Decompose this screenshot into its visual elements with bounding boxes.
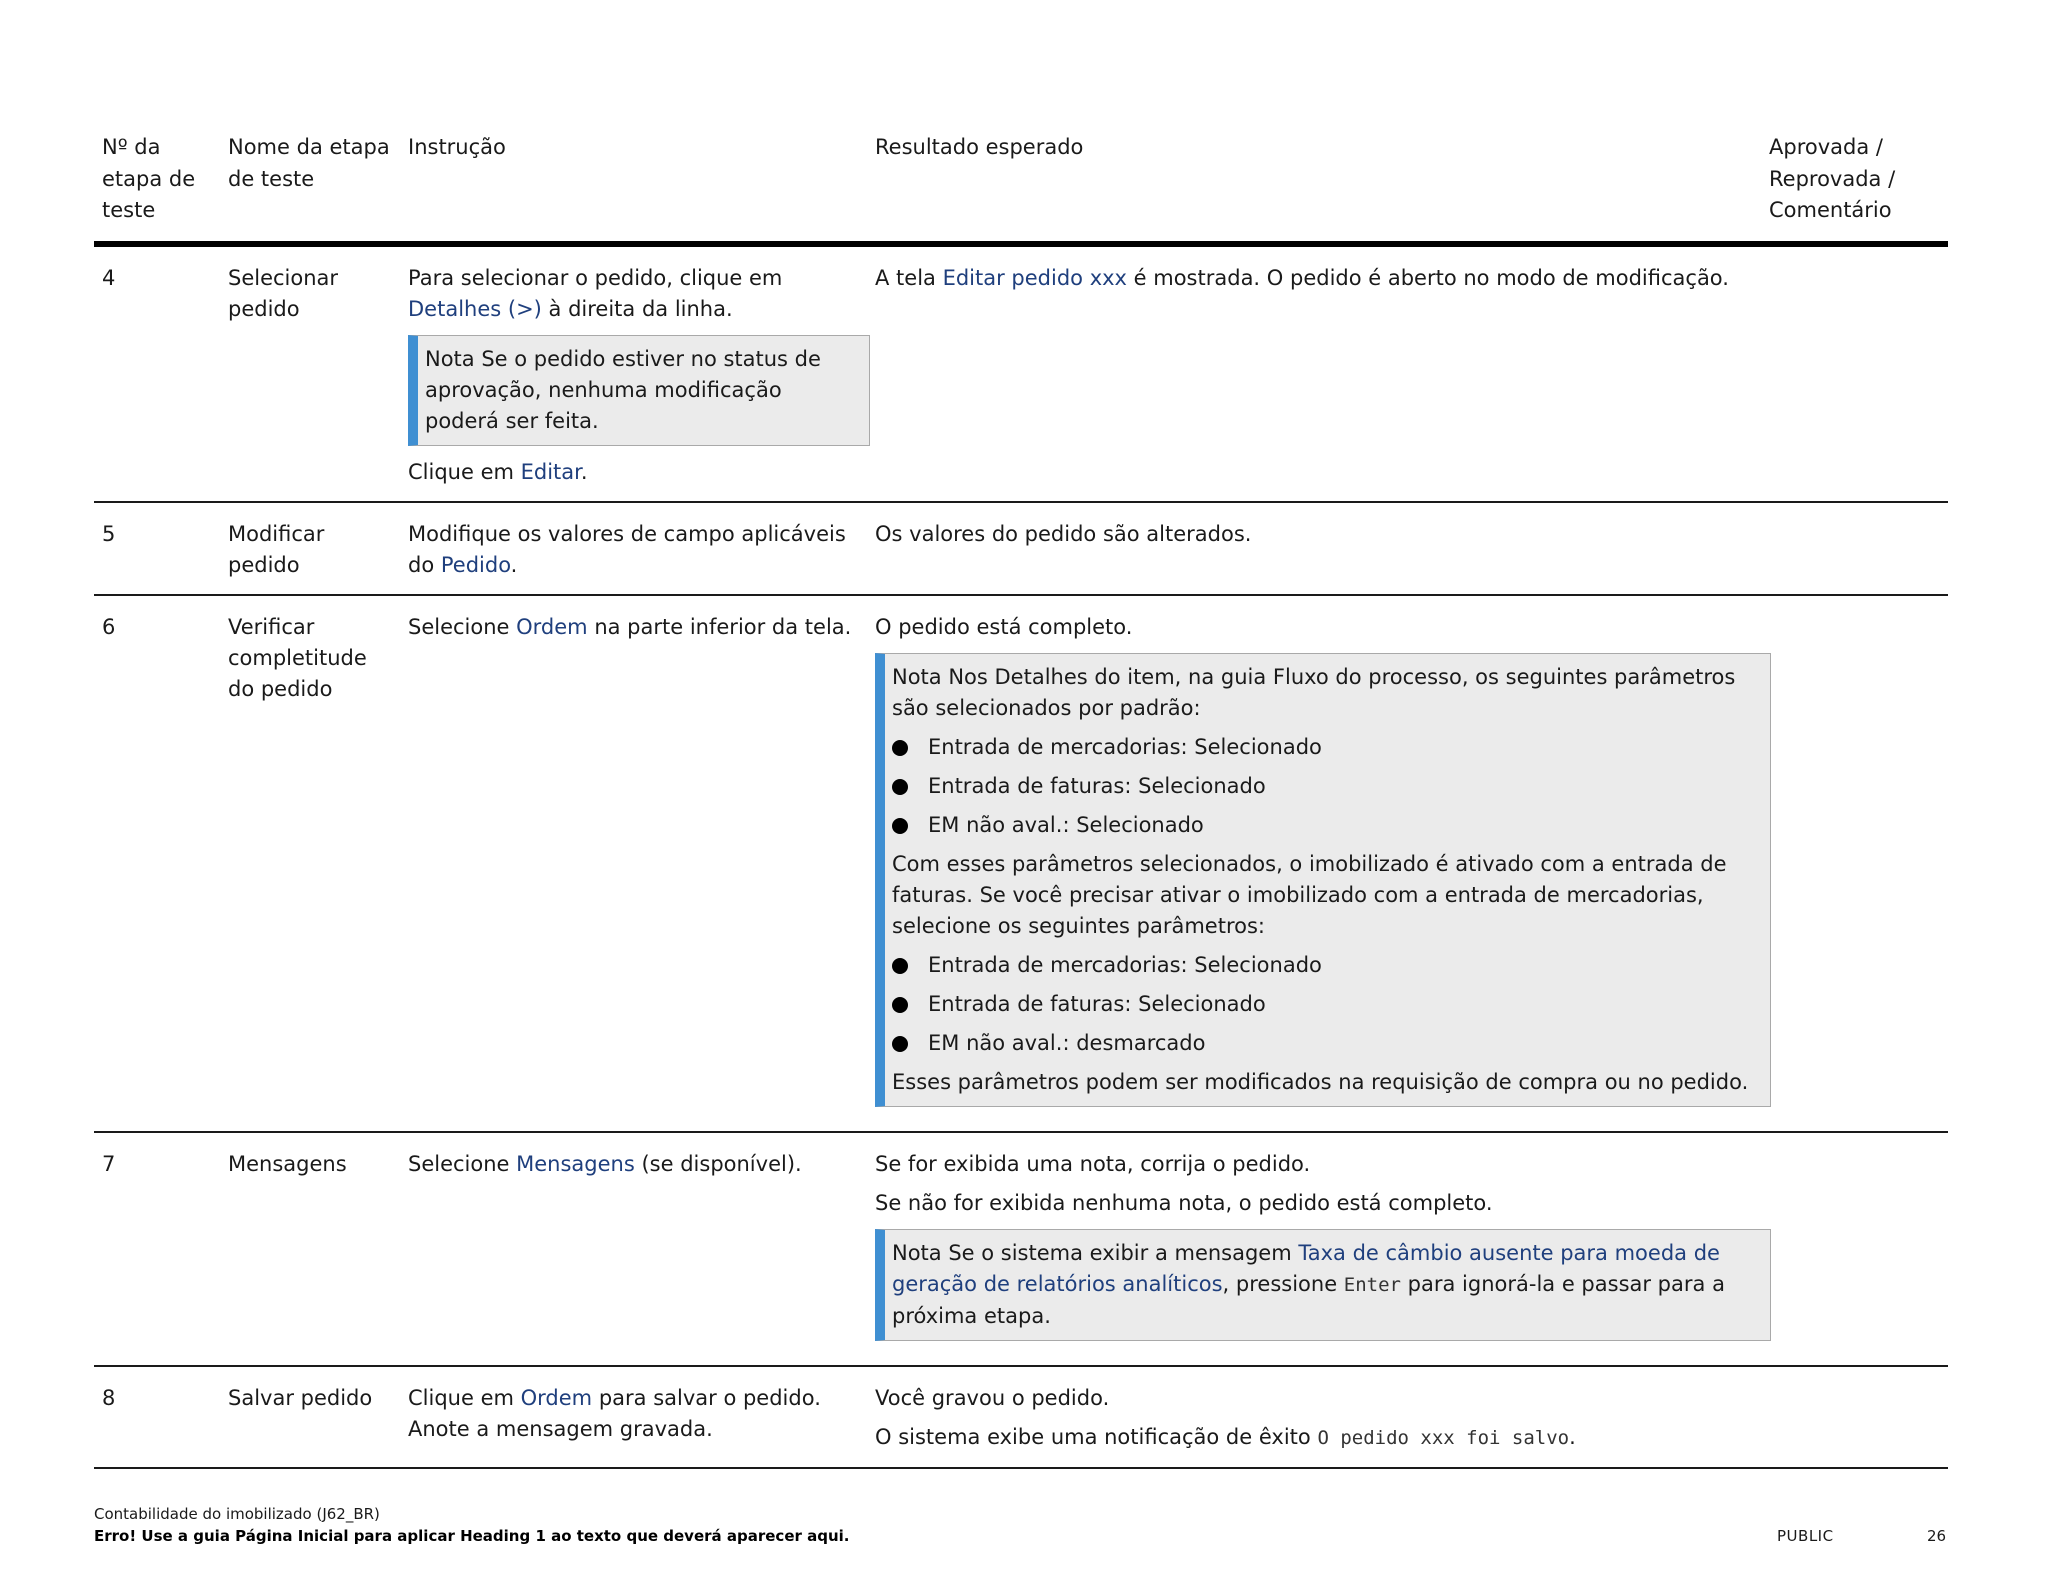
step-instruction: Clique em Ordem para salvar o pedido. Anote a mensagem gravada.: [408, 1385, 821, 1441]
table-row: [94, 596, 1948, 1133]
header-expected-result: Resultado esperado: [875, 135, 1084, 159]
table-header: [94, 126, 1948, 247]
parameter-list: [892, 732, 1762, 841]
ordem-link[interactable]: Ordem: [516, 614, 588, 639]
list-item: Entrada de mercadorias: Selecionado: [892, 950, 1762, 981]
step-expected-result: A tela Editar pedido xxx é mostrada. O pedido é aberto no modo de modificação.: [875, 265, 1729, 290]
enter-key: Enter: [1343, 1273, 1401, 1296]
step-number: 6: [102, 614, 116, 639]
list-item: Entrada de faturas: Selecionado: [892, 989, 1762, 1020]
header-status-comment: Aprovada / Reprovada / Comentário: [1769, 135, 1896, 222]
bullet-icon: [892, 779, 908, 795]
header-instruction: Instrução: [408, 135, 506, 159]
edit-order-screen-link[interactable]: Editar pedido xxx: [942, 265, 1127, 290]
step-instruction: Selecione Mensagens (se disponível).: [408, 1151, 802, 1176]
order-link[interactable]: Pedido: [440, 552, 511, 577]
ordem-link[interactable]: Ordem: [520, 1385, 593, 1410]
table-row: [94, 1133, 1948, 1367]
header-step-number: Nº da etapa de teste: [102, 135, 196, 222]
bullet-icon: [892, 1036, 908, 1052]
step-expected-result: Você gravou o pedido. O sistema exibe uma notificação de êxito O pedido xxx foi salvo.: [875, 1385, 1576, 1449]
list-item: EM não aval.: desmarcado: [892, 1028, 1762, 1059]
list-item: EM não aval.: Selecionado: [892, 810, 1762, 841]
step-number: 7: [102, 1151, 116, 1176]
step-number: 5: [102, 521, 116, 546]
step-name: Verificar completitude do pedido: [228, 614, 367, 701]
bullet-icon: [892, 740, 908, 756]
step-comment: [1761, 263, 1948, 488]
step-instruction: Selecione Ordem na parte inferior da tela.: [408, 614, 852, 639]
edit-link[interactable]: Editar: [520, 459, 581, 484]
step-comment: [1761, 612, 1948, 1118]
step-instruction: Modifique os valores de campo aplicáveis do Pedido.: [408, 521, 846, 577]
bullet-icon: [892, 958, 908, 974]
list-item: Entrada de faturas: Selecionado: [892, 771, 1762, 802]
document-title: Contabilidade do imobilizado (J62_BR): [94, 1505, 380, 1523]
messages-link[interactable]: Mensagens: [516, 1151, 635, 1176]
test-steps-table: [94, 126, 1948, 1469]
header-step-name: Nome da etapa de teste: [228, 135, 390, 191]
step-comment: [1761, 519, 1948, 581]
classification-label: PUBLIC: [1777, 1527, 1834, 1545]
table-row: [94, 503, 1948, 596]
bullet-icon: [892, 818, 908, 834]
parameter-list: [892, 950, 1762, 1059]
note-box: Nota Nos Detalhes do item, na guia Fluxo do processo, os seguintes parâmetros são selecionados por padrão: Entrada de mercadorias: Selecionado Entrada de faturas: Selecionado EM não aval.: Selecionado Com esses parâmetros selecionados, o imobilizado é ativado com a entrada de faturas. Se você precisar ativar o imobilizado com a entrada de mercadorias, selecione os seguintes parâmetros: Entrada de mercadorias: Selecionado Entrada de faturas: Selecionado EM não aval.: desmarcado Esses parâmetros podem ser modificados na requisição de compra ou no pedido.: [875, 653, 1771, 1107]
step-name: Mensagens: [228, 1151, 347, 1176]
step-number: 4: [102, 265, 116, 290]
step-number: 8: [102, 1385, 116, 1410]
step-comment: [1761, 1383, 1948, 1454]
step-instruction: Para selecionar o pedido, clique em Detalhes (>) à direita da linha. Nota Se o pedido estiver no status de aprovação, nenhuma modificação poderá ser feita. Clique em Editar.: [400, 263, 867, 488]
step-expected-result: Se for exibida uma nota, corrija o pedido. Se não for exibida nenhuma nota, o pedido está completo. Nota Se o sistema exibir a mensagem Taxa de câmbio ausente para moeda de geração de relatórios analíticos, pressione Enter para ignorá-la e passar para a próxima etapa.: [867, 1149, 1761, 1352]
page-number: 26: [1927, 1527, 1947, 1545]
success-message: O pedido xxx foi salvo: [1317, 1426, 1570, 1449]
list-item: Entrada de mercadorias: Selecionado: [892, 732, 1762, 763]
step-comment: [1761, 1149, 1948, 1352]
bullet-icon: [892, 997, 908, 1013]
step-name: Salvar pedido: [228, 1385, 373, 1410]
details-link[interactable]: Detalhes (>): [408, 296, 542, 321]
step-expected-result: Os valores do pedido são alterados.: [875, 521, 1252, 546]
step-name: Modificar pedido: [228, 521, 325, 577]
table-row: [94, 247, 1948, 503]
step-name: Selecionar pedido: [228, 265, 339, 321]
heading-error-text: Erro! Use a guia Página Inicial para aplicar Heading 1 ao texto que deverá aparecer aqui.: [94, 1527, 850, 1545]
step-expected-result: O pedido está completo. Nota Nos Detalhes do item, na guia Fluxo do processo, os seguintes parâmetros são selecionados por padrão: Entrada de mercadorias: Selecionado Entrada de faturas: Selecionado EM não aval.: Selecionado Com esses parâmetros selecionados, o imobilizado é ativado com a entrada de faturas. Se você precisar ativar o imobilizado com a entrada de mercadorias, selecione os seguintes parâmetros: Entrada de mercadorias: Selecionado Entrada de faturas: Selecionado EM não aval.: desmarcado Esses parâmetros podem ser modificados na requisição de compra ou no pedido.: [867, 612, 1761, 1118]
exchange-rate-message-link[interactable]: Taxa de câmbio ausente para moeda de geração de relatórios analíticos: [892, 1240, 1720, 1296]
note-box: Nota Se o sistema exibir a mensagem Taxa de câmbio ausente para moeda de geração de relatórios analíticos, pressione Enter para ignorá-la e passar para a próxima etapa.: [875, 1229, 1771, 1341]
page-footer: [94, 1503, 1948, 1547]
note-box: Nota Se o pedido estiver no status de aprovação, nenhuma modificação poderá ser feita.: [408, 335, 870, 446]
table-row: [94, 1367, 1948, 1469]
